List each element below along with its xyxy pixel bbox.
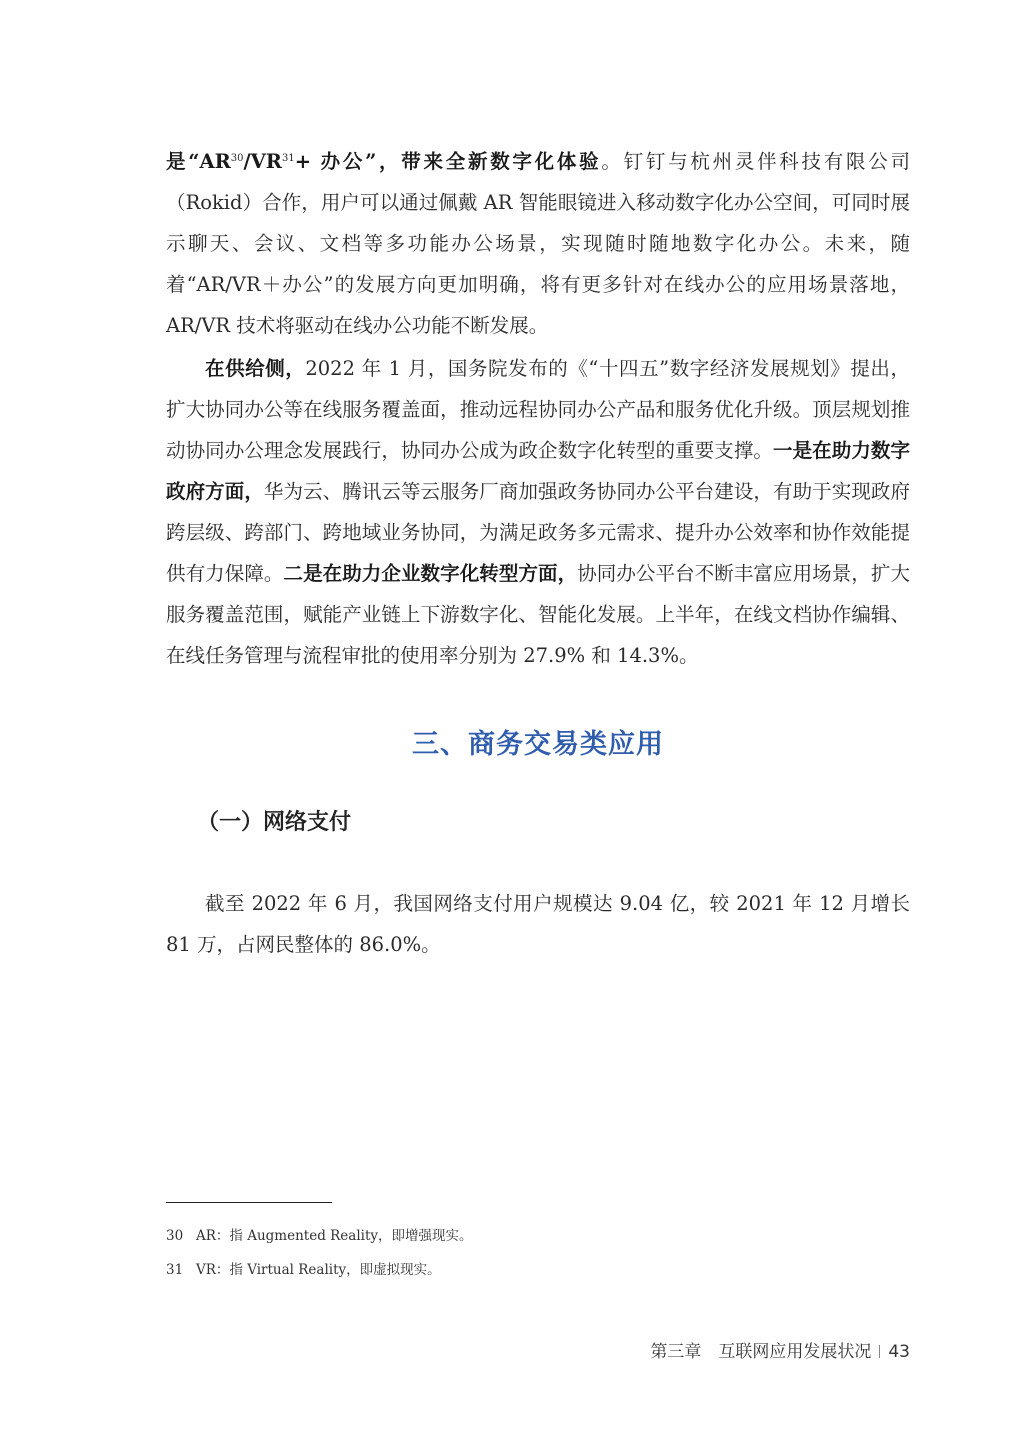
- footnote-ref-30[interactable]: 30: [230, 153, 244, 164]
- paragraph-online-payment: [166, 883, 910, 965]
- page-footer: [650, 1337, 910, 1362]
- paragraph1-text: 。钉钉与杭州灵伴科技有限公司（Rokid）合作，用户可以通过佩戴 AR 智能眼镜进入移动数字化办公空间，可同时展示聊天、会议、文档等多功能办公场景，实现随时随地数字化办公。未来，随着“AR/VR＋办公”的发展方向更加明确，将有更多针对在线办公的应用场景落地，AR/VR 技术将驱动在线办公功能不断发展。: [166, 150, 910, 337]
- bold-lead-c: + 办公”，带来全新数字化体验: [294, 150, 602, 173]
- footnote-ref-31[interactable]: 31: [282, 153, 295, 164]
- footnote-31: [166, 1258, 441, 1278]
- footer-separator: [879, 1345, 880, 1358]
- subsection-title: （一）网络支付: [197, 810, 352, 835]
- paragraph2-text-3: 协同办公平台不断丰富应用场景，扩大服务覆盖范围，赋能产业链上下游数字化、智能化发展。上半年，在线文档协作编辑、在线任务管理与流程审批的使用率分别为 27.9% 和 14.3%。: [166, 562, 910, 667]
- bold-lead-a: 是“AR: [166, 150, 231, 173]
- footnote-number: 31: [166, 1262, 184, 1278]
- paragraph-supply-side: [166, 348, 910, 676]
- bold-digital-government: 一是在助力数字政府方面，: [166, 439, 910, 503]
- section-title: 三、商务交易类应用: [412, 729, 664, 760]
- bold-supply-side: 在供给侧，: [205, 357, 306, 380]
- footnote-divider: [166, 1202, 332, 1203]
- footnote-number: 30: [166, 1228, 184, 1244]
- footnote-30: [166, 1224, 473, 1244]
- paragraph3-text: 截至 2022 年 6 月，我国网络支付用户规模达 9.04 亿，较 2021 年 12 月增长 81 万，占网民整体的 86.0%。: [166, 892, 910, 956]
- paragraph2-text-2: 华为云、腾讯云等云服务厂商加强政务协同办公平台建设，有助于实现政府跨层级、跨部门、跨地域业务协同，为满足政务多元需求、提升办公效率和协作效能提供有力保障。: [166, 480, 910, 585]
- bold-lead-b: /VR: [243, 150, 282, 173]
- paragraph-ar-vr-office: [166, 141, 910, 346]
- bold-enterprise-transformation: 二是在助力企业数字化转型方面，: [283, 562, 578, 585]
- chapter-label: 第三章 互联网应用发展状况: [650, 1342, 872, 1362]
- page-number: 43: [888, 1342, 910, 1362]
- paragraph2-text-1: 2022 年 1 月，国务院发布的《“十四五”数字经济发展规划》提出，扩大协同办公等在线服务覆盖面，推动远程协同办公产品和服务优化升级。顶层规划推动协同办公理念发展践行，协同办公成为政企数字化转型的重要支撑。: [166, 357, 910, 462]
- footnote-text: VR：指 Virtual Reality，即虚拟现实。: [196, 1262, 441, 1278]
- footnote-text: AR：指 Augmented Reality，即增强现实。: [196, 1228, 473, 1244]
